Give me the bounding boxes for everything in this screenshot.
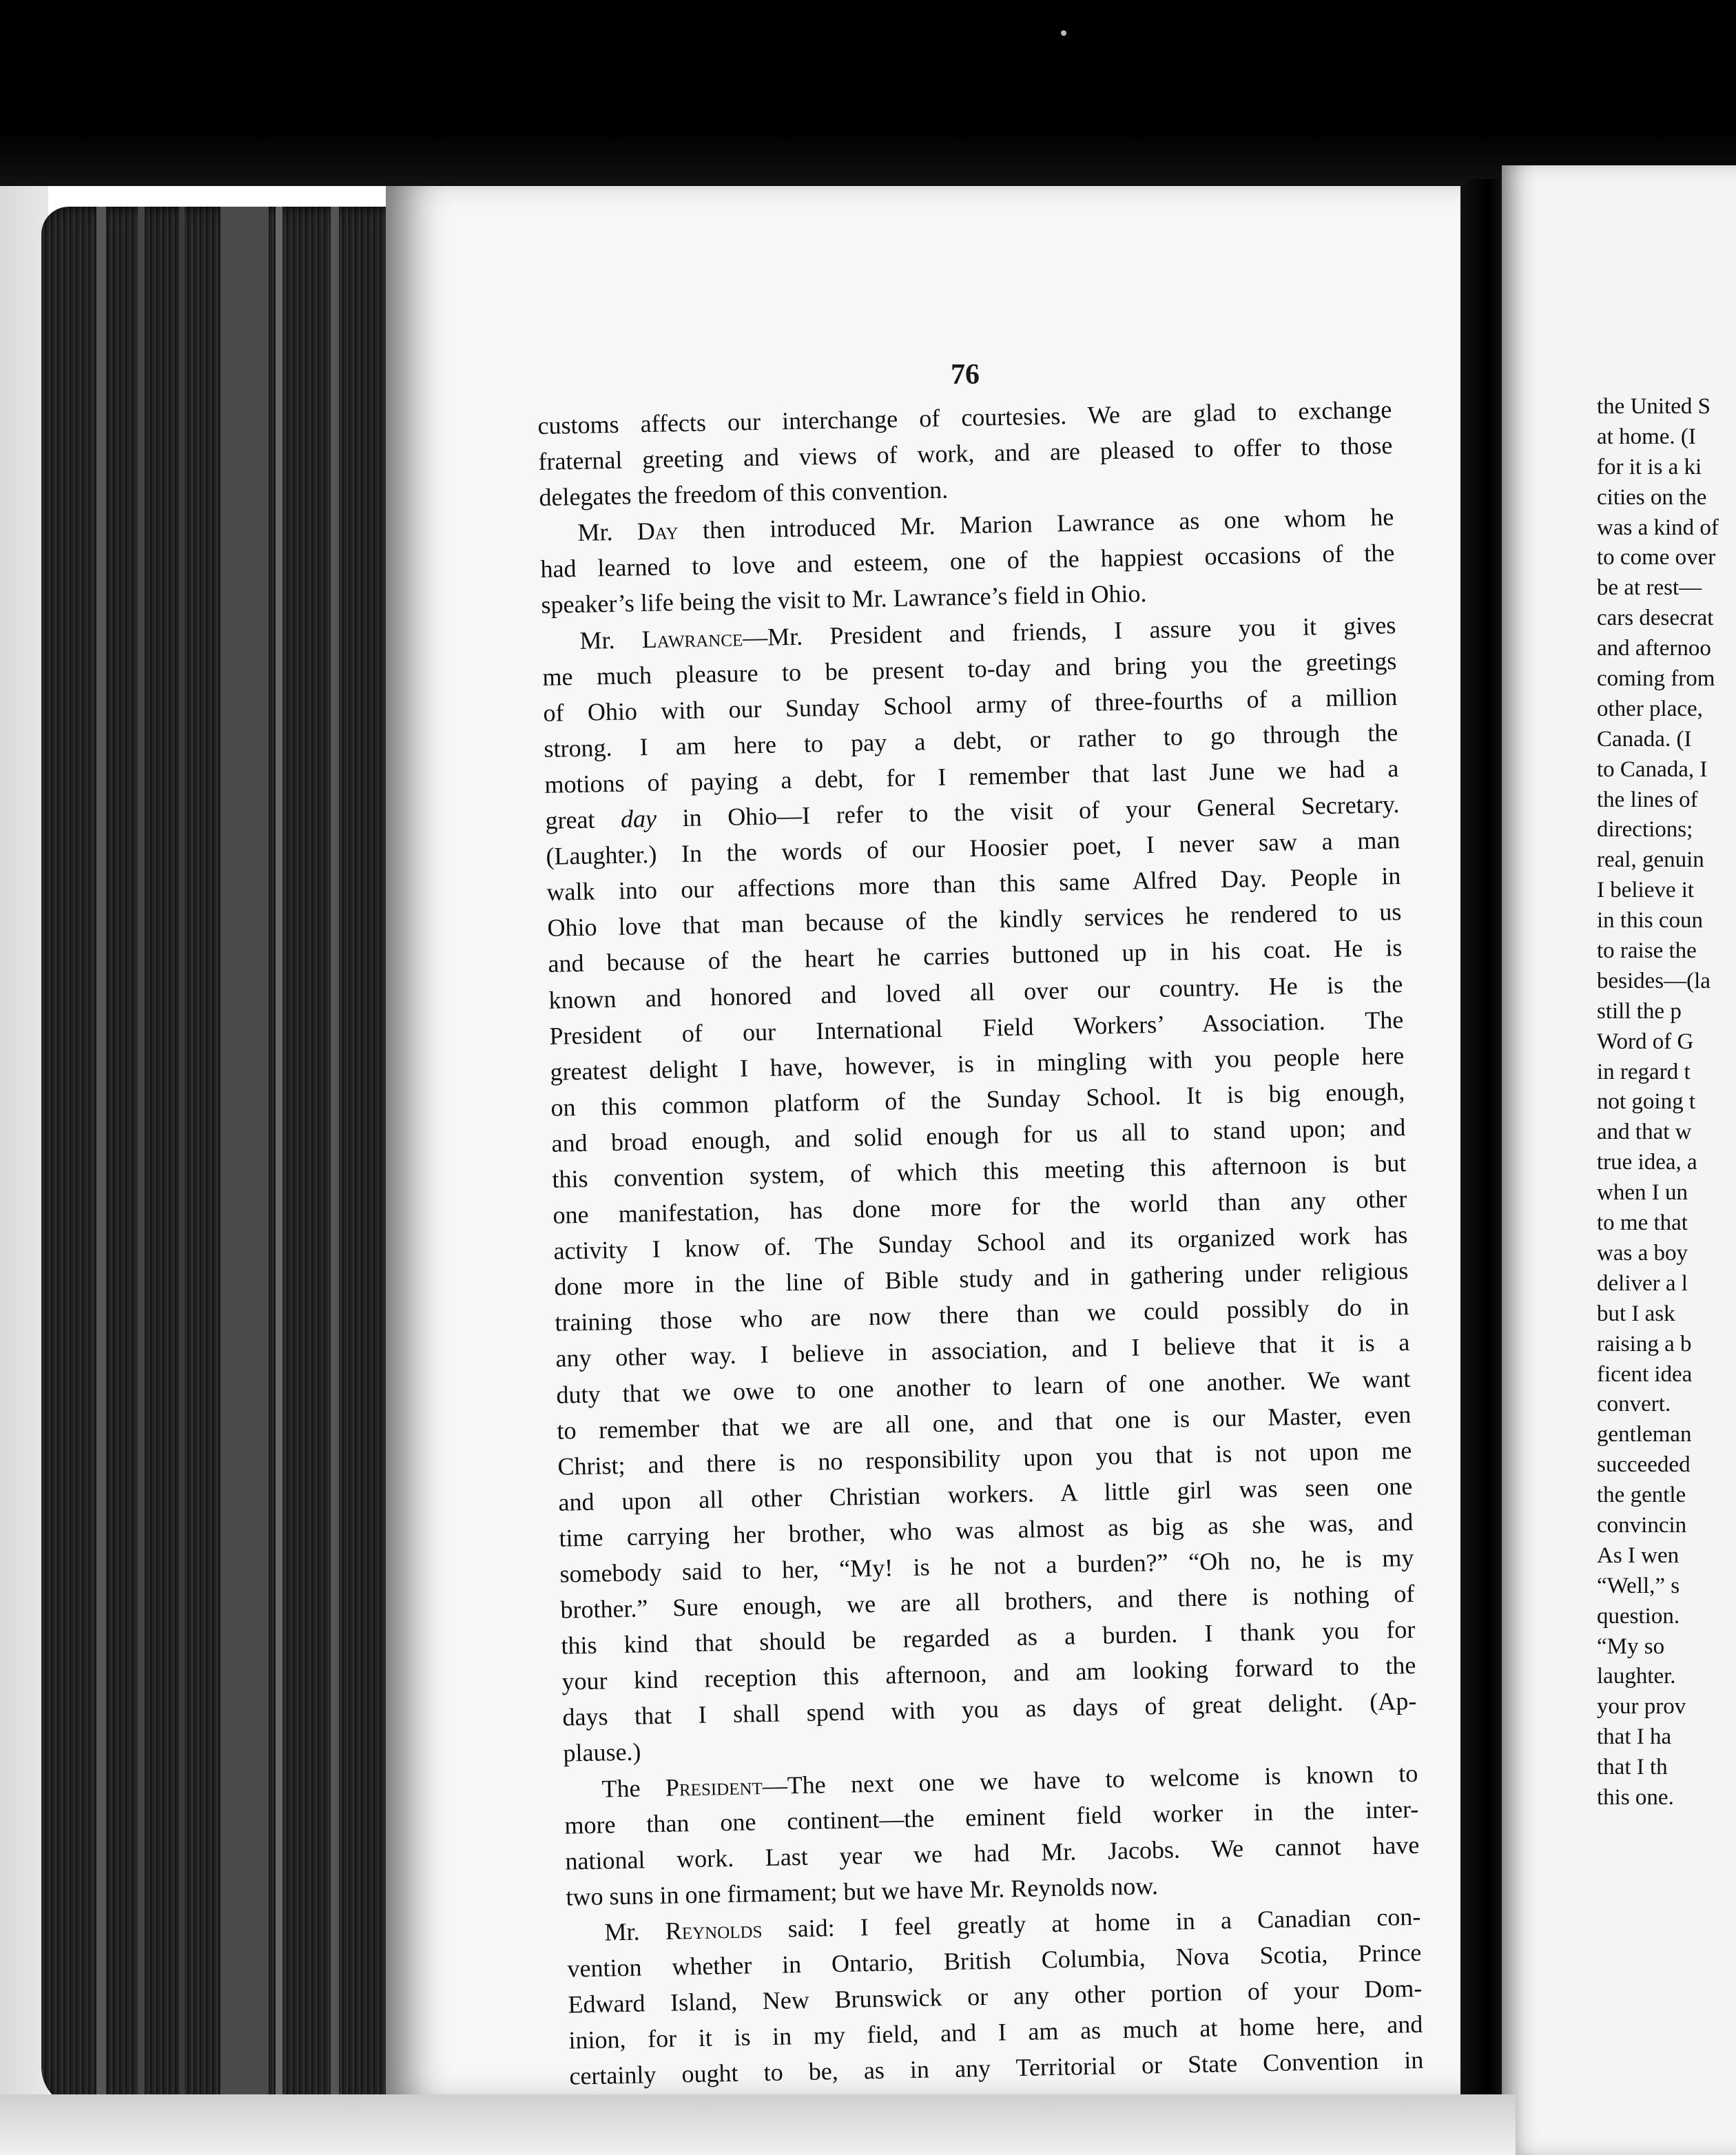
facing-text-line: that I th: [1597, 1755, 1668, 1780]
text-span: and broad enough, and solid enough for us all to stand upon; and: [551, 1113, 1406, 1157]
text-span: fraternal greeting and views of work, and are pleased to offer to those: [538, 431, 1393, 476]
facing-page-text-clip: [1502, 165, 1736, 2155]
text-span: any other way. I believe in association, and I believe that it is a: [555, 1328, 1410, 1373]
facing-text-line: Canada. (I: [1597, 726, 1692, 752]
text-span: one manifestation, has done more for the world than any other: [552, 1185, 1407, 1229]
facing-text-line: cities on the: [1597, 484, 1707, 510]
text-span: done more in the line of Bible study and in gathering under religious: [554, 1257, 1409, 1301]
facing-page-text: [1597, 391, 1736, 1813]
text-span: —The next one we have to welcome is known to: [762, 1759, 1418, 1800]
text-span: training those who are now there than we could possibly do in: [555, 1292, 1409, 1337]
facing-text-line: succeeded: [1597, 1452, 1691, 1478]
speaker-name: Reynolds: [665, 1915, 763, 1945]
facing-text-line: to Canada, I: [1597, 756, 1708, 782]
text-span: strong. I am here to pay a debt, or rather to go through the: [544, 718, 1398, 763]
facing-text-line: directions;: [1597, 817, 1693, 843]
text-span: Mr.: [604, 1917, 666, 1946]
text-span: national work. Last year we had Mr. Jacobs. We cannot have: [565, 1831, 1420, 1875]
text-span: and upon all other Christian workers. A little girl was seen one: [558, 1472, 1413, 1516]
text-span: Christ; and there is no responsibility upon you that is not upon me: [557, 1436, 1412, 1481]
text-span: The: [601, 1773, 666, 1803]
facing-text-line: I believe it: [1597, 878, 1695, 903]
text-span: inion, for it is in my field, and I am as much at home here, and: [568, 2010, 1423, 2054]
text-span: walk into our affections more than this same Alfred Day. People in: [546, 862, 1401, 907]
scan-background: [0, 0, 1736, 186]
text-span: had learned to love and esteem, one of the happiest occasions of the: [540, 539, 1395, 584]
text-span: plause.): [563, 1738, 641, 1768]
dust-speck: [1061, 30, 1066, 36]
facing-text-line: gentleman: [1597, 1422, 1692, 1447]
facing-text-line: cars desecrat: [1597, 606, 1714, 631]
facing-text-line: besides—(la: [1597, 968, 1711, 993]
text-span: great: [545, 805, 621, 834]
text-span: duty that we owe to one another to learn of one another. We want: [556, 1364, 1411, 1409]
facing-text-line: and that w: [1597, 1120, 1692, 1145]
text-span: —Mr. President and friends, I assure you it gives: [742, 610, 1396, 651]
text-span: brother.” Sure enough, we are all brothers, and there is nothing of: [560, 1579, 1415, 1624]
facing-text-line: your prov: [1597, 1694, 1686, 1720]
facing-text-line: was a kind of: [1597, 515, 1719, 540]
speaker-name: Day: [637, 517, 679, 546]
text-span: President of our International Field Workers’ Association. The: [549, 1005, 1404, 1050]
facing-text-line: the gentle: [1597, 1483, 1686, 1508]
text-span: delegates the freedom of this convention.: [539, 475, 949, 512]
facing-text-line: “My so: [1597, 1633, 1665, 1659]
facing-text-line: true idea, a: [1597, 1150, 1697, 1175]
facing-text-line: ficent idea: [1597, 1361, 1693, 1387]
text-span: this convention system, of which this meeting this afternoon is but: [552, 1148, 1407, 1193]
text-span: days that I shall spend with you as days of great delight. (Ap-: [562, 1687, 1417, 1732]
facing-text-line: not going t: [1597, 1089, 1696, 1115]
facing-text-line: question.: [1597, 1603, 1680, 1629]
text-span: two suns in one firmament; but we have Mr. Reynolds now.: [566, 1871, 1159, 1911]
text-span: this kind that should be regarded as a burden. I thank you for: [561, 1616, 1416, 1660]
text-span: vention whether in Ontario, British Columbia, Nova Scotia, Prince: [567, 1938, 1422, 1983]
facing-text-line: in this coun: [1597, 908, 1703, 934]
facing-text-line: laughter.: [1597, 1664, 1676, 1689]
text-span: Ohio love that man because of the kindly services he rendered to us: [547, 898, 1402, 942]
text-span: activity I know of. The Sunday School and its organized work has: [553, 1221, 1408, 1265]
text-span: certainly ought to be, as in any Territorial or State Convention in: [569, 2046, 1424, 2090]
text-span: greatest delight I have, however, is in mingling with you people here: [550, 1041, 1405, 1086]
facing-text-line: to raise the: [1597, 938, 1697, 964]
emphasis-text: day: [620, 804, 657, 833]
facing-text-line: was a boy: [1597, 1240, 1688, 1266]
text-span: Mr.: [577, 517, 638, 547]
facing-text-line: “Well,” s: [1597, 1573, 1680, 1598]
facing-text-line: still the p: [1597, 998, 1682, 1024]
text-span: of Ohio with our Sunday School army of three-fourths of a million: [543, 682, 1398, 727]
facing-text-line: for it is a ki: [1597, 454, 1702, 480]
page-body-text: [537, 391, 1424, 2094]
facing-text-line: that I ha: [1597, 1724, 1672, 1750]
text-span: to remember that we are all one, and that one is our Master, even: [557, 1400, 1412, 1445]
text-span: more than one continent—the eminent field worker in the inter-: [564, 1795, 1419, 1839]
facing-text-line: in regard t: [1597, 1059, 1691, 1084]
facing-text-line: but I ask: [1597, 1301, 1675, 1326]
text-span: me much pleasure to be present to-day and bring you the greetings: [542, 646, 1397, 691]
facing-text-line: when I un: [1597, 1180, 1688, 1206]
text-span: customs affects our interchange of courtesies. We are glad to exchange: [537, 395, 1392, 440]
speaker-name: President: [665, 1771, 763, 1802]
text-span: Mr.: [579, 625, 643, 654]
text-span: speaker’s life being the visit to Mr. Lawrance’s field in Ohio.: [541, 579, 1147, 619]
facing-text-line: the United S: [1597, 394, 1711, 419]
text-span: motions of paying a debt, for I remember that last June we had a: [544, 754, 1399, 798]
text-span: said: I feel greatly at home in a Canadian con-: [762, 1902, 1421, 1943]
text-span: somebody said to her, “My! is he not a burden?” “Oh no, he is my: [559, 1543, 1414, 1588]
text-span: on this common platform of the Sunday School. It is big enough,: [550, 1077, 1405, 1122]
scan-bottom-margin: [0, 2094, 1516, 2155]
text-span: in Ohio—I refer to the visit of your General Secretary.: [656, 790, 1400, 832]
facing-text-line: convert.: [1597, 1392, 1671, 1417]
speaker-name: Lawrance: [641, 623, 743, 653]
facing-text-line: convincin: [1597, 1512, 1687, 1538]
text-span: your kind reception this afternoon, and am looking forward to the: [561, 1651, 1416, 1695]
facing-text-line: coming from: [1597, 666, 1715, 692]
text-span: time carrying her brother, who was almost as big as she was, and: [559, 1507, 1414, 1552]
text-span: and because of the heart he carries buttoned up in his coat. He is: [548, 934, 1403, 978]
text-span: known and honored and loved all over our country. He is the: [548, 969, 1403, 1014]
facing-text-line: raising a b: [1597, 1331, 1692, 1357]
facing-text-line: Word of G: [1597, 1029, 1694, 1054]
facing-text-line: deliver a l: [1597, 1270, 1688, 1296]
text-span: Edward Island, New Brunswick or any other portion of your Dom-: [568, 1974, 1423, 2019]
facing-text-line: this one.: [1597, 1784, 1674, 1810]
text-span: then introduced Mr. Marion Lawrance as one whom he: [678, 503, 1394, 545]
facing-text-line: at home. (I: [1597, 424, 1696, 449]
page-number: 76: [951, 359, 980, 391]
facing-text-line: be at rest—: [1597, 575, 1702, 601]
facing-text-line: other place,: [1597, 696, 1703, 721]
facing-text-line: the lines of: [1597, 787, 1698, 812]
text-span: (Laughter.) In the words of our Hoosier poet, I never saw a man: [546, 826, 1401, 871]
facing-text-line: and afternoo: [1597, 636, 1711, 661]
facing-text-line: to me that: [1597, 1210, 1688, 1236]
facing-text-line: to come over: [1597, 545, 1716, 570]
facing-text-line: real, genuin: [1597, 847, 1704, 873]
facing-text-line: As I wen: [1597, 1543, 1680, 1568]
